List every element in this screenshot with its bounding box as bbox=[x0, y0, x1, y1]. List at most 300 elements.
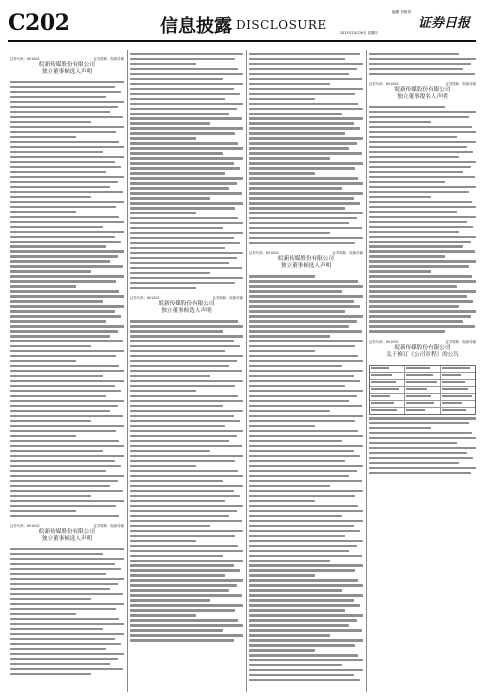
text-line bbox=[130, 68, 238, 70]
text-line bbox=[130, 510, 237, 512]
text-line bbox=[130, 545, 238, 547]
text-line bbox=[369, 325, 475, 327]
text-line bbox=[130, 162, 234, 164]
text-line bbox=[369, 250, 475, 252]
column-1 bbox=[10, 50, 124, 693]
table-cell bbox=[405, 394, 440, 400]
text-line bbox=[10, 608, 116, 610]
text-line bbox=[249, 450, 354, 452]
text-line bbox=[249, 335, 330, 337]
text-line bbox=[249, 162, 363, 164]
text-line bbox=[369, 111, 476, 113]
text-line bbox=[369, 442, 457, 444]
text-line bbox=[249, 649, 315, 651]
stock-abbreviation: 证券简称：皖新传媒 bbox=[93, 57, 124, 61]
text-line bbox=[249, 639, 363, 641]
text-line bbox=[130, 330, 223, 332]
text-line bbox=[130, 390, 196, 392]
text-line bbox=[249, 400, 349, 402]
text-line bbox=[249, 430, 358, 432]
text-line bbox=[10, 91, 121, 93]
text-line bbox=[130, 58, 235, 60]
text-line bbox=[10, 405, 118, 407]
text-line bbox=[369, 63, 471, 65]
text-line bbox=[369, 231, 459, 233]
text-line bbox=[10, 216, 119, 218]
notice-title-block bbox=[249, 250, 363, 270]
text-line bbox=[10, 295, 124, 297]
text-line bbox=[130, 535, 235, 537]
text-line bbox=[249, 197, 354, 199]
text-line bbox=[10, 106, 118, 108]
text-line bbox=[249, 515, 342, 517]
text-line bbox=[130, 365, 229, 367]
text-line bbox=[10, 141, 119, 143]
text-line bbox=[249, 480, 362, 482]
text-line bbox=[249, 132, 345, 134]
text-line bbox=[249, 345, 355, 347]
header-rule bbox=[8, 40, 476, 42]
text-line bbox=[130, 375, 210, 377]
text-line bbox=[10, 673, 91, 675]
company-name: 皖新传媒股份有限公司 bbox=[394, 344, 451, 351]
table-cell bbox=[405, 408, 440, 414]
text-line bbox=[10, 440, 119, 442]
text-line bbox=[249, 365, 342, 367]
text-line bbox=[369, 300, 473, 302]
text-line bbox=[369, 290, 476, 292]
text-line bbox=[130, 569, 240, 571]
text-line bbox=[249, 167, 355, 169]
text-line bbox=[249, 242, 355, 244]
text-line bbox=[369, 265, 469, 267]
text-line bbox=[10, 485, 110, 487]
text-line bbox=[249, 285, 363, 287]
text-line bbox=[249, 83, 330, 85]
text-line bbox=[130, 395, 238, 397]
text-line bbox=[130, 335, 243, 337]
text-line bbox=[130, 93, 240, 95]
company-name: 皖新传媒股份有限公司 bbox=[394, 86, 451, 93]
text-line bbox=[249, 589, 342, 591]
text-line bbox=[249, 182, 363, 184]
table-cell bbox=[405, 401, 440, 407]
text-line bbox=[10, 330, 118, 332]
text-line bbox=[10, 638, 115, 640]
text-line bbox=[249, 202, 360, 204]
text-line bbox=[369, 126, 472, 128]
text-line bbox=[369, 260, 476, 262]
text-line bbox=[249, 669, 363, 671]
table-cell bbox=[370, 394, 405, 400]
text-line bbox=[10, 558, 124, 560]
text-line bbox=[130, 639, 234, 641]
text-line bbox=[369, 58, 476, 60]
text-line bbox=[130, 385, 235, 387]
text-line bbox=[130, 222, 243, 224]
text-line bbox=[130, 470, 238, 472]
text-line bbox=[369, 216, 476, 218]
table-cell bbox=[441, 394, 475, 400]
newspaper-logo: 证券日报 bbox=[418, 16, 471, 31]
text-line bbox=[130, 108, 237, 110]
text-line bbox=[10, 415, 123, 417]
text-line bbox=[10, 425, 124, 427]
page-header bbox=[0, 0, 484, 44]
text-line bbox=[249, 63, 363, 65]
text-line bbox=[130, 325, 243, 327]
text-line bbox=[249, 192, 363, 194]
text-line bbox=[249, 103, 358, 105]
text-line bbox=[130, 584, 237, 586]
text-line bbox=[369, 161, 476, 163]
text-line bbox=[249, 315, 363, 317]
column-divider bbox=[246, 50, 247, 692]
text-line bbox=[249, 73, 349, 75]
text-line bbox=[130, 410, 243, 412]
text-line bbox=[10, 360, 76, 362]
text-line bbox=[130, 495, 240, 497]
table-cell bbox=[441, 401, 475, 407]
column-4 bbox=[369, 50, 476, 693]
text-line bbox=[249, 440, 342, 442]
text-line bbox=[249, 187, 342, 189]
stock-code: 证券代码：601801 bbox=[10, 57, 40, 61]
text-line bbox=[249, 98, 315, 100]
text-line bbox=[10, 390, 121, 392]
text-line bbox=[249, 53, 360, 55]
text-line bbox=[10, 653, 124, 655]
text-line bbox=[10, 305, 124, 307]
text-line bbox=[130, 202, 243, 204]
text-line bbox=[10, 101, 124, 103]
text-line bbox=[249, 624, 349, 626]
text-line bbox=[249, 340, 363, 342]
text-line bbox=[369, 472, 471, 474]
text-line bbox=[369, 330, 445, 332]
text-line bbox=[130, 400, 243, 402]
text-line bbox=[369, 245, 463, 247]
column-3 bbox=[249, 50, 363, 693]
table-cell bbox=[441, 408, 475, 414]
text-line bbox=[249, 88, 363, 90]
section-title-english: DISCLOSURE bbox=[236, 18, 327, 32]
text-line bbox=[249, 415, 363, 417]
text-line bbox=[130, 594, 242, 596]
text-line bbox=[10, 136, 76, 138]
text-line bbox=[130, 217, 238, 219]
table-cell bbox=[370, 408, 405, 414]
text-line bbox=[249, 435, 363, 437]
text-line bbox=[10, 156, 124, 158]
text-line bbox=[10, 385, 115, 387]
text-line bbox=[130, 450, 210, 452]
text-line bbox=[249, 654, 358, 656]
text-line bbox=[249, 405, 362, 407]
text-line bbox=[130, 540, 196, 542]
text-line bbox=[10, 151, 103, 153]
text-line bbox=[130, 63, 196, 65]
text-line bbox=[10, 648, 106, 650]
section-title: 信息披露 bbox=[160, 16, 232, 37]
text-line bbox=[130, 619, 238, 621]
table-cell bbox=[441, 380, 475, 386]
company-name: 皖新传媒股份有限公司 bbox=[39, 62, 95, 68]
text-line bbox=[369, 320, 463, 322]
text-line bbox=[130, 132, 235, 134]
text-line bbox=[249, 390, 363, 392]
text-line bbox=[10, 335, 110, 337]
text-line bbox=[369, 131, 476, 133]
page-number: C202 bbox=[8, 10, 70, 36]
text-line bbox=[249, 300, 354, 302]
text-line bbox=[369, 241, 471, 243]
text-line bbox=[10, 623, 124, 625]
text-line bbox=[130, 182, 237, 184]
text-line bbox=[10, 613, 76, 615]
text-line bbox=[249, 550, 349, 552]
text-line bbox=[249, 78, 362, 80]
text-line bbox=[130, 212, 196, 214]
text-line bbox=[249, 177, 358, 179]
text-line bbox=[369, 226, 473, 228]
text-line bbox=[249, 113, 342, 115]
text-line bbox=[10, 480, 118, 482]
text-line bbox=[249, 535, 345, 537]
column-divider bbox=[366, 50, 367, 692]
text-line bbox=[369, 106, 445, 108]
stock-abbreviation: 证券简称：皖新传媒 bbox=[332, 251, 363, 256]
text-line bbox=[130, 564, 234, 566]
text-line bbox=[10, 643, 121, 645]
company-name: 皖新传媒股份有限公司 bbox=[158, 301, 215, 308]
text-line bbox=[10, 375, 103, 377]
text-line bbox=[130, 272, 210, 274]
text-line bbox=[130, 604, 243, 606]
text-line bbox=[249, 142, 357, 144]
text-line bbox=[130, 207, 235, 209]
text-line bbox=[369, 305, 459, 307]
text-line bbox=[249, 674, 354, 676]
amendment-table bbox=[369, 365, 476, 415]
text-line bbox=[10, 260, 110, 262]
text-line bbox=[369, 221, 467, 223]
table-row bbox=[370, 394, 475, 401]
text-line bbox=[130, 460, 235, 462]
text-line bbox=[249, 280, 358, 282]
text-line bbox=[369, 186, 476, 188]
text-line bbox=[369, 146, 467, 148]
text-line bbox=[130, 350, 225, 352]
text-line bbox=[10, 221, 124, 223]
text-line bbox=[249, 385, 345, 387]
table-cell bbox=[405, 373, 440, 379]
text-line bbox=[369, 68, 463, 70]
text-line bbox=[10, 668, 123, 670]
text-line bbox=[10, 568, 121, 570]
text-line bbox=[10, 450, 103, 452]
text-line bbox=[369, 176, 475, 178]
text-line bbox=[130, 167, 240, 169]
text-line bbox=[249, 410, 330, 412]
stock-code: 证券代码：601801 bbox=[369, 81, 399, 86]
table-cell bbox=[441, 366, 475, 372]
text-line bbox=[10, 186, 110, 188]
text-line bbox=[130, 475, 243, 477]
text-line bbox=[10, 658, 118, 660]
text-line bbox=[249, 355, 358, 357]
text-line bbox=[249, 510, 363, 512]
text-line bbox=[249, 569, 355, 571]
text-line bbox=[249, 290, 342, 292]
text-line bbox=[369, 73, 475, 75]
text-line bbox=[249, 295, 363, 297]
text-line bbox=[369, 166, 471, 168]
text-line bbox=[130, 320, 238, 322]
text-line bbox=[369, 196, 431, 198]
text-line bbox=[369, 211, 457, 213]
text-line bbox=[249, 629, 362, 631]
notice-subtitle: 独立董事候选人声明 bbox=[161, 308, 212, 315]
text-line bbox=[130, 187, 229, 189]
text-line bbox=[249, 172, 315, 174]
text-line bbox=[369, 432, 472, 434]
text-line bbox=[10, 270, 91, 272]
text-line bbox=[10, 245, 106, 247]
text-line bbox=[249, 664, 342, 666]
text-line bbox=[130, 127, 243, 129]
text-line bbox=[10, 435, 76, 437]
text-line bbox=[249, 370, 363, 372]
table-cell bbox=[370, 373, 405, 379]
text-line bbox=[10, 86, 115, 88]
text-line bbox=[249, 217, 357, 219]
text-line bbox=[130, 152, 223, 154]
text-line bbox=[130, 560, 243, 562]
text-line bbox=[130, 380, 243, 382]
text-line bbox=[10, 290, 119, 292]
text-line bbox=[10, 131, 116, 133]
text-line bbox=[130, 505, 243, 507]
text-line bbox=[10, 578, 124, 580]
text-line bbox=[369, 417, 476, 419]
text-line bbox=[249, 505, 358, 507]
text-line bbox=[249, 555, 362, 557]
text-line bbox=[249, 420, 355, 422]
text-line bbox=[10, 285, 76, 287]
stock-abbreviation: 证券简称：皖新传媒 bbox=[93, 523, 124, 528]
text-line bbox=[249, 108, 363, 110]
text-line bbox=[130, 445, 242, 447]
text-line bbox=[10, 500, 124, 502]
text-line bbox=[130, 267, 242, 269]
stock-abbreviation: 证券简称：皖新传媒 bbox=[212, 296, 243, 301]
text-line bbox=[369, 151, 473, 153]
text-line bbox=[369, 452, 467, 454]
text-line bbox=[10, 583, 118, 585]
text-line bbox=[10, 618, 119, 620]
notice-title-block bbox=[369, 81, 476, 101]
text-line bbox=[10, 495, 91, 497]
text-line bbox=[130, 137, 196, 139]
text-line bbox=[249, 560, 330, 562]
text-line bbox=[369, 295, 467, 297]
text-line bbox=[249, 574, 315, 576]
text-line bbox=[130, 435, 237, 437]
text-line bbox=[369, 236, 476, 238]
table-row bbox=[370, 366, 475, 373]
text-line bbox=[130, 355, 243, 357]
text-line bbox=[130, 232, 243, 234]
text-line bbox=[130, 574, 225, 576]
text-line bbox=[249, 644, 355, 646]
table-row bbox=[370, 408, 475, 414]
table-row bbox=[370, 380, 475, 387]
text-line bbox=[369, 53, 459, 55]
table-cell bbox=[370, 387, 405, 393]
text-line bbox=[10, 573, 106, 575]
text-line bbox=[10, 241, 121, 243]
text-line bbox=[130, 430, 243, 432]
text-line bbox=[130, 530, 243, 532]
table-cell bbox=[405, 380, 440, 386]
text-line bbox=[10, 400, 124, 402]
table-row bbox=[370, 373, 475, 380]
text-line bbox=[130, 609, 235, 611]
editor-line: 编辑 肖艳青 bbox=[392, 10, 412, 14]
text-line bbox=[10, 455, 124, 457]
text-line bbox=[10, 196, 91, 198]
text-line bbox=[249, 157, 330, 159]
text-line bbox=[369, 447, 476, 449]
text-line bbox=[10, 206, 116, 208]
text-line bbox=[10, 410, 110, 412]
text-line bbox=[249, 495, 355, 497]
column-2 bbox=[130, 50, 243, 693]
text-line bbox=[130, 525, 210, 527]
text-line bbox=[130, 520, 242, 522]
text-line bbox=[249, 545, 357, 547]
text-line bbox=[249, 564, 363, 566]
text-line bbox=[249, 350, 315, 352]
text-line bbox=[10, 345, 91, 347]
text-line bbox=[249, 584, 363, 586]
text-line bbox=[130, 122, 210, 124]
text-line bbox=[10, 465, 121, 467]
text-line bbox=[249, 475, 349, 477]
text-line bbox=[369, 457, 473, 459]
text-line bbox=[10, 275, 124, 277]
text-line bbox=[249, 117, 363, 119]
company-name: 皖新传媒股份有限公司 bbox=[39, 528, 95, 535]
table-row bbox=[370, 401, 475, 408]
text-line bbox=[130, 485, 243, 487]
text-line bbox=[249, 68, 357, 70]
text-line bbox=[130, 277, 243, 279]
text-line bbox=[130, 629, 223, 631]
text-line bbox=[130, 192, 242, 194]
text-line bbox=[10, 548, 124, 550]
text-line bbox=[10, 81, 124, 83]
text-line bbox=[249, 232, 330, 234]
text-line bbox=[369, 280, 476, 282]
text-line bbox=[10, 191, 123, 193]
text-line bbox=[130, 360, 237, 362]
text-line bbox=[249, 207, 345, 209]
text-line bbox=[249, 604, 360, 606]
notice-subtitle: 独立董事候选人声明 bbox=[280, 263, 332, 270]
text-line bbox=[10, 265, 123, 267]
